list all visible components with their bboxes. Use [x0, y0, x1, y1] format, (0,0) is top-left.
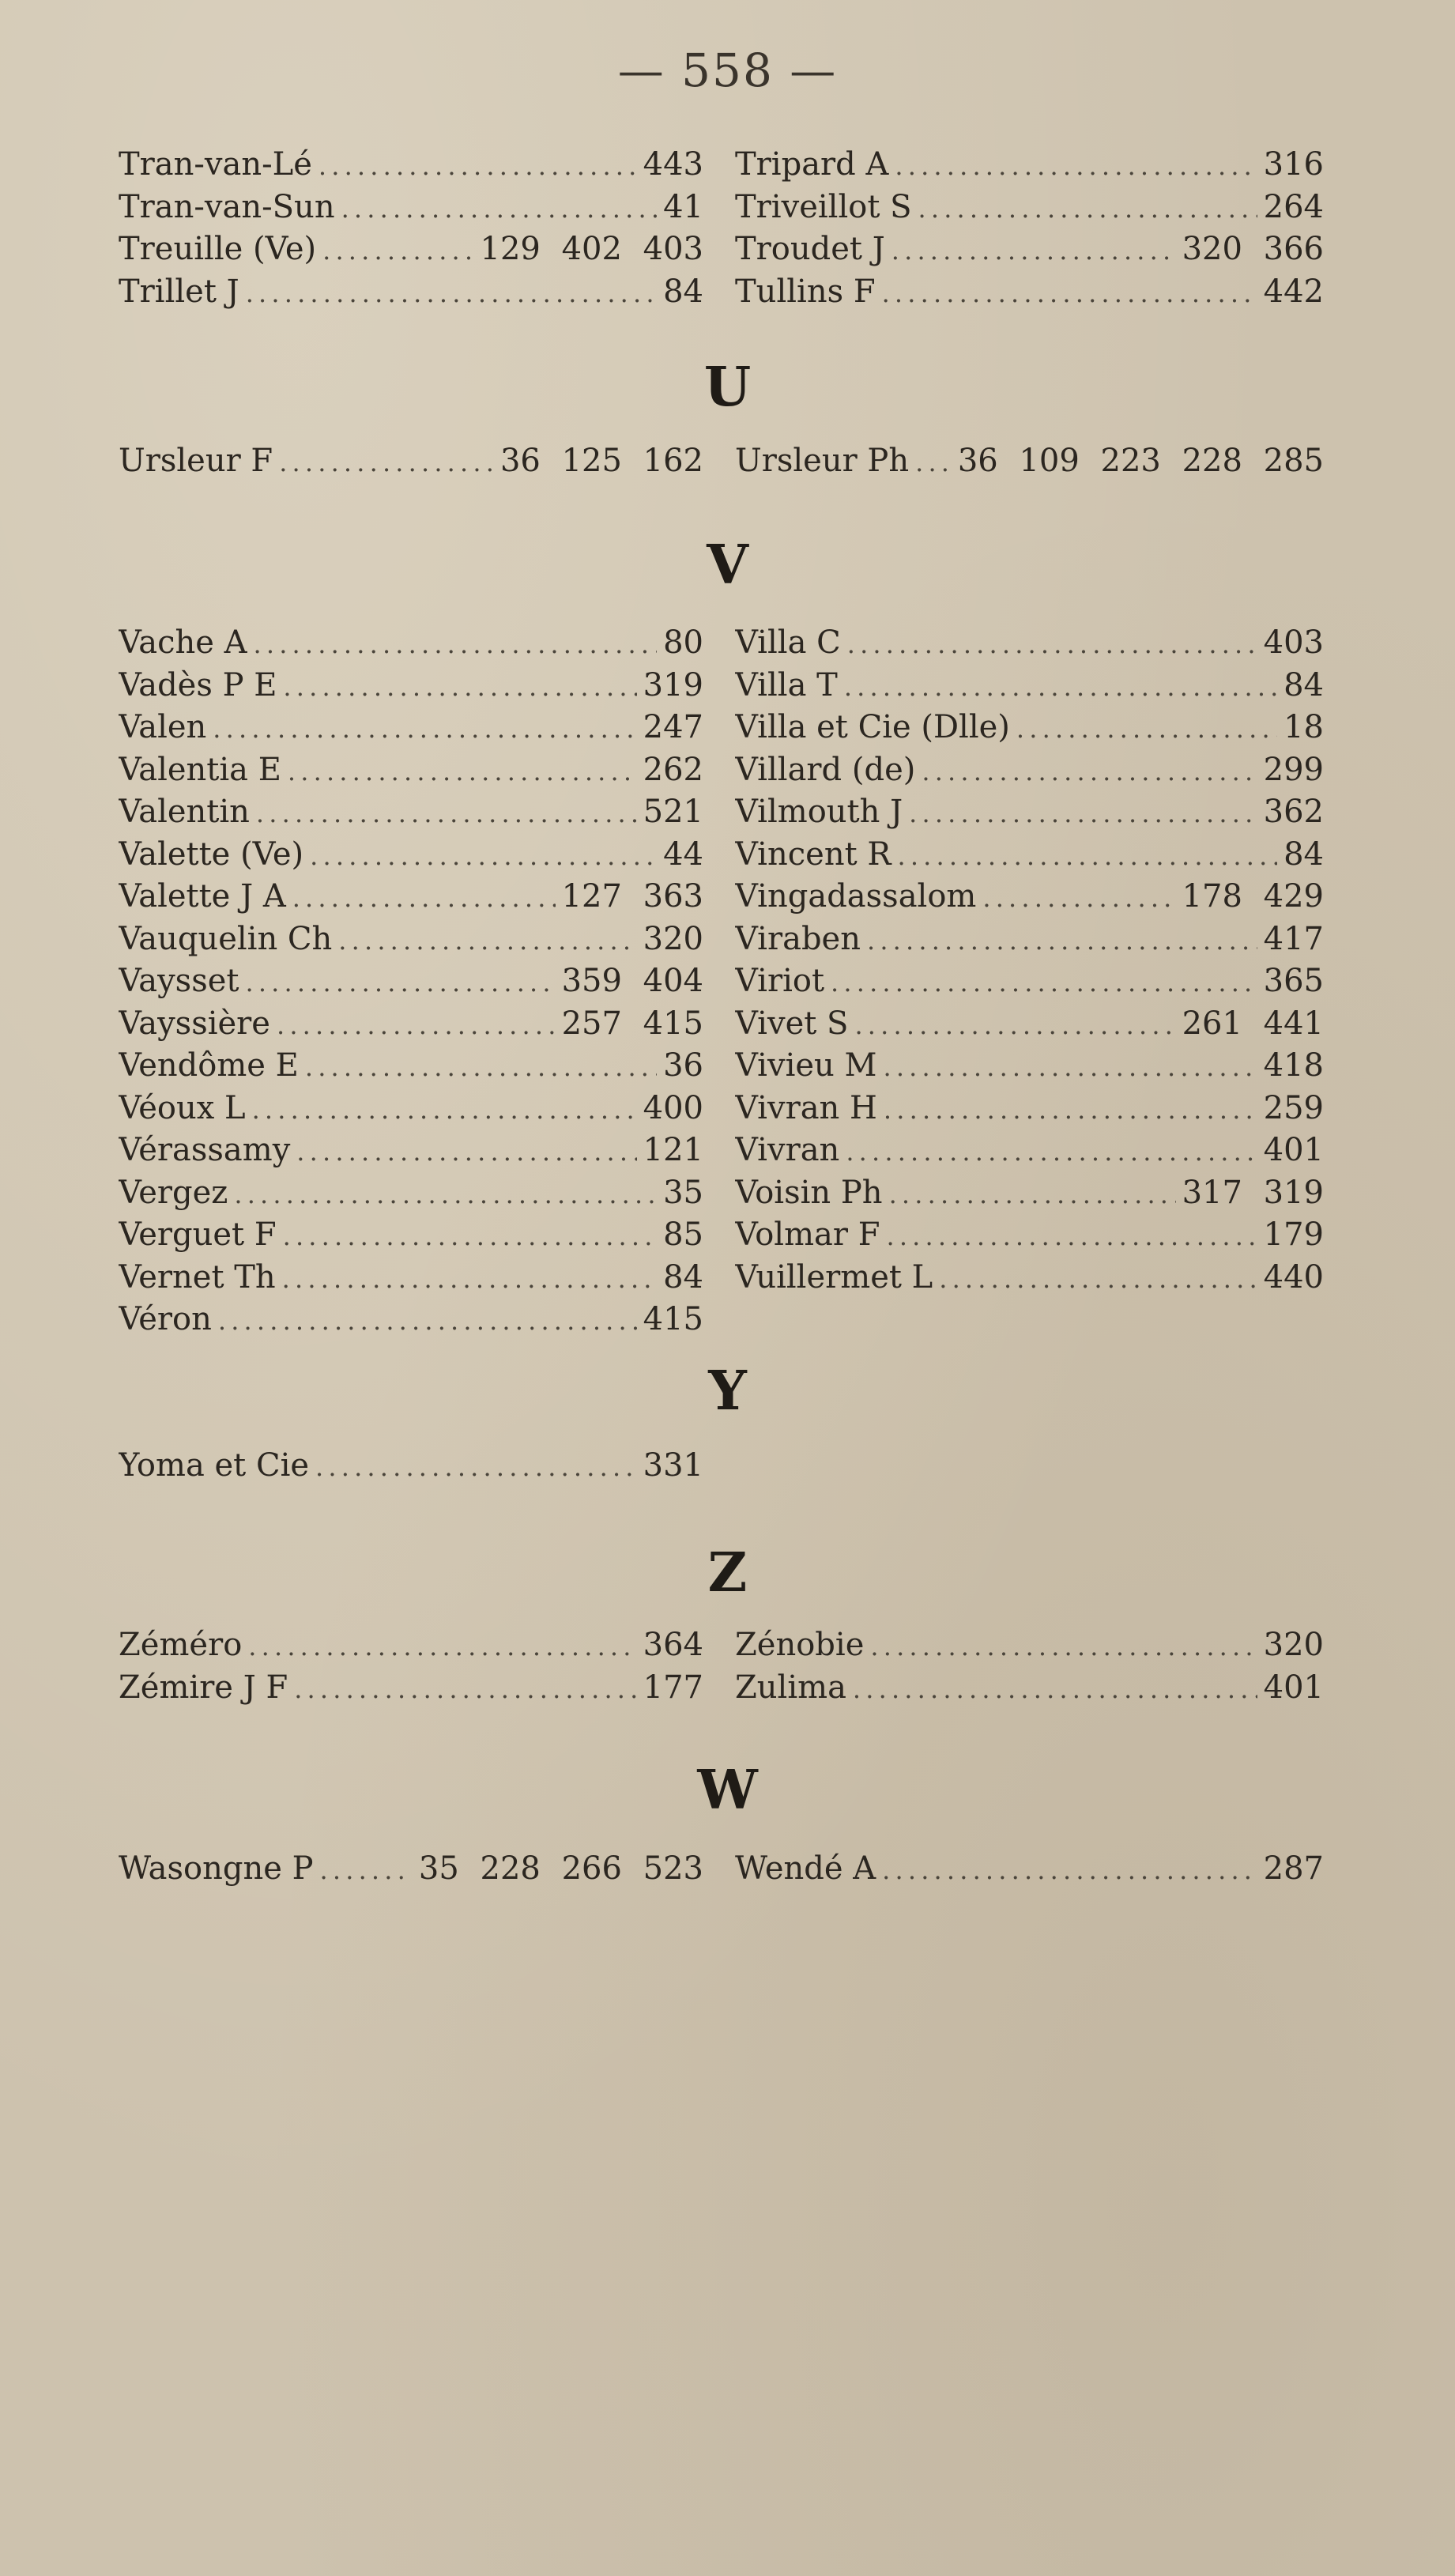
entry-pages: 262	[643, 751, 703, 788]
dot-leader	[939, 1258, 1257, 1299]
index-entry	[735, 918, 1324, 961]
entry-pages: 401	[1263, 1132, 1324, 1168]
dot-leader	[844, 666, 1277, 707]
entry-name: Vivran H	[735, 1089, 877, 1126]
entry-pages: 299	[1263, 751, 1324, 788]
entry-name: Zéméro	[119, 1627, 243, 1663]
entry-pages: 331	[643, 1447, 703, 1484]
dot-leader	[319, 145, 637, 187]
entry-name: Triveillot S	[735, 188, 912, 225]
entry-pages: 319	[643, 666, 703, 703]
column-right	[735, 440, 1324, 483]
dot-leader	[288, 751, 637, 792]
column-right	[735, 1624, 1324, 1709]
entry-pages: 403	[1263, 624, 1324, 661]
entry-name: Zulima	[735, 1669, 846, 1706]
index-entry	[119, 144, 703, 187]
entry-name: Vaysset	[119, 963, 239, 999]
index-entry	[735, 876, 1324, 918]
entry-name: Villa C	[735, 624, 841, 661]
entry-pages: 417	[1263, 920, 1324, 957]
dot-leader	[889, 1174, 1176, 1215]
entry-pages: 177	[643, 1669, 703, 1706]
section-letter-u: U	[703, 356, 752, 419]
entry-pages: 36 109 223 228 285	[957, 443, 1324, 479]
index-entry	[119, 834, 703, 877]
entry-pages: 401	[1263, 1669, 1324, 1706]
entry-pages: 442	[1263, 273, 1324, 310]
entry-pages: 84	[1283, 666, 1324, 703]
index-entry	[119, 1172, 703, 1215]
index-entry	[735, 749, 1324, 792]
dot-leader	[279, 442, 494, 483]
dot-leader	[882, 1850, 1257, 1891]
index-entry	[119, 1848, 703, 1891]
dot-leader	[831, 962, 1257, 1003]
entry-name: Vendôme E	[119, 1047, 299, 1084]
entry-pages: 36	[663, 1047, 703, 1084]
dot-leader	[292, 877, 556, 918]
entry-pages: 257 415	[561, 1005, 703, 1042]
column-right	[735, 1848, 1324, 1891]
dot-leader	[341, 188, 658, 229]
index-entry	[119, 791, 703, 834]
entry-pages: 80	[663, 624, 703, 661]
dot-leader	[918, 188, 1257, 229]
entry-pages: 320 366	[1182, 231, 1324, 267]
entry-pages: 127 363	[561, 878, 703, 915]
index-entry	[735, 1045, 1324, 1088]
entry-pages: 84	[1283, 835, 1324, 873]
index-entry	[119, 622, 703, 665]
dot-leader	[315, 1446, 637, 1488]
entry-name: Vingadassalom	[735, 878, 977, 915]
entry-name: Ursleur Ph	[735, 443, 910, 479]
index-entry	[735, 1848, 1324, 1891]
dot-leader	[277, 1005, 556, 1046]
index-entry	[735, 271, 1324, 314]
entry-name: Treuille (Ve)	[119, 231, 317, 267]
dot-leader	[218, 1300, 637, 1341]
entry-name: Vernet Th	[119, 1258, 276, 1296]
dot-leader	[248, 1626, 636, 1667]
index-entry	[119, 228, 703, 271]
entry-pages: 35	[663, 1174, 703, 1211]
dot-leader	[846, 1131, 1257, 1172]
dot-leader	[256, 793, 637, 834]
index-entry	[119, 1214, 703, 1257]
entry-name: Tullins F	[735, 273, 876, 310]
index-entry	[735, 1003, 1324, 1046]
dot-leader	[882, 273, 1257, 314]
column-right	[735, 144, 1324, 313]
dot-leader	[909, 793, 1257, 834]
entry-pages: 287	[1263, 1850, 1324, 1887]
entry-name: Zénobie	[735, 1627, 865, 1663]
index-entry	[119, 1624, 703, 1667]
entry-name: Ursleur F	[119, 443, 273, 479]
entry-pages: 440	[1263, 1258, 1324, 1296]
entry-pages: 317 319	[1182, 1174, 1324, 1211]
dot-leader	[883, 1047, 1257, 1088]
entry-pages: 247	[643, 709, 703, 745]
index-entry	[735, 1667, 1324, 1710]
dot-leader	[294, 1669, 636, 1710]
entry-pages: 521	[643, 794, 703, 830]
index-entry	[735, 791, 1324, 834]
entry-name: Vuillermet L	[735, 1258, 933, 1296]
index-entry	[735, 1088, 1324, 1130]
entry-name: Véron	[119, 1301, 212, 1337]
entry-name: Vivran	[735, 1132, 840, 1168]
column-left	[119, 144, 703, 313]
index-entry	[735, 228, 1324, 271]
entry-name: Vérassamy	[119, 1132, 291, 1168]
entry-name: Wasongne P	[119, 1850, 314, 1887]
entry-name: Troudet J	[735, 231, 885, 267]
entry-pages: 320	[1263, 1627, 1324, 1663]
entry-pages: 418	[1263, 1047, 1324, 1084]
entry-pages: 264	[1263, 188, 1324, 225]
index-entry	[119, 1667, 703, 1710]
entry-name: Wendé A	[735, 1850, 876, 1887]
index-entry	[735, 144, 1324, 187]
entry-name: Trillet J	[119, 273, 239, 310]
dot-leader	[891, 230, 1176, 271]
entry-pages: 362	[1263, 794, 1324, 830]
index-entry	[119, 707, 703, 749]
index-entry	[119, 187, 703, 229]
index-entry	[119, 271, 703, 314]
dot-leader	[853, 1669, 1257, 1710]
entry-pages: 400	[643, 1089, 703, 1126]
dot-leader	[867, 920, 1257, 961]
entry-name: Valentin	[119, 794, 250, 830]
entry-pages: 44	[663, 835, 703, 873]
entry-name: Vivet S	[735, 1005, 849, 1042]
dot-leader	[895, 145, 1257, 187]
dot-leader	[213, 708, 636, 749]
dot-leader	[305, 1047, 657, 1088]
index-entry	[735, 1130, 1324, 1172]
entry-pages: 18	[1283, 709, 1324, 745]
dot-leader	[283, 666, 636, 707]
index-entry	[119, 876, 703, 918]
entry-pages: 359 404	[561, 963, 703, 999]
section-letter-y: Y	[708, 1360, 747, 1423]
entry-name: Valette (Ve)	[119, 835, 304, 873]
entry-pages: 36 125 162	[499, 443, 703, 479]
index-entry	[735, 440, 1324, 483]
dot-leader	[322, 230, 473, 271]
entry-name: Vauquelin Ch	[119, 920, 333, 957]
entry-pages: 35 228 266 523	[418, 1850, 703, 1887]
entry-name: Vadès P E	[119, 666, 277, 703]
entry-name: Yoma et Cie	[119, 1447, 310, 1484]
entry-pages: 41	[663, 188, 703, 225]
entry-name: Vergez	[119, 1174, 228, 1211]
dot-leader	[884, 1089, 1257, 1130]
index-entry	[119, 1003, 703, 1046]
dot-leader	[1016, 708, 1277, 749]
entry-name: Valette J A	[119, 878, 286, 915]
index-entry	[735, 1257, 1324, 1299]
entry-name: Viraben	[735, 920, 861, 957]
dot-leader	[982, 877, 1175, 918]
index-entry	[119, 1445, 703, 1488]
entry-name: Vache A	[119, 624, 247, 661]
entry-name: Vayssière	[119, 1005, 270, 1042]
entry-pages: 316	[1263, 146, 1324, 183]
dot-leader	[283, 1216, 658, 1257]
index-entry	[735, 1624, 1324, 1667]
entry-pages: 364	[643, 1627, 703, 1663]
column-right	[735, 622, 1324, 1299]
dot-leader	[245, 962, 555, 1003]
entry-pages: 261 441	[1182, 1005, 1324, 1042]
entry-name: Villa T	[735, 666, 838, 703]
entry-name: Vincent R	[735, 835, 891, 873]
entry-pages: 259	[1263, 1089, 1324, 1126]
index-entry	[119, 1088, 703, 1130]
dot-leader	[886, 1216, 1257, 1257]
entry-name: Villard (de)	[735, 751, 916, 788]
dot-leader	[296, 1131, 636, 1172]
dot-leader	[847, 624, 1257, 665]
entry-pages: 178 429	[1182, 878, 1324, 915]
entry-pages: 443	[643, 146, 703, 183]
column-left	[119, 1624, 703, 1709]
index-entry	[119, 749, 703, 792]
entry-pages: 121	[643, 1132, 703, 1168]
index-entry	[119, 1045, 703, 1088]
index-entry	[119, 1257, 703, 1299]
entry-name: Valentia E	[119, 751, 281, 788]
index-entry	[735, 187, 1324, 229]
dot-leader	[282, 1258, 657, 1299]
column-left	[119, 622, 703, 1341]
dot-leader	[310, 835, 657, 877]
page-number: — 558 —	[617, 43, 838, 97]
index-entry	[735, 1172, 1324, 1215]
column-left	[119, 440, 703, 483]
index-entry	[735, 834, 1324, 877]
index-entry	[119, 960, 703, 1003]
index-entry	[735, 960, 1324, 1003]
dot-leader	[234, 1174, 657, 1215]
index-entry	[735, 665, 1324, 707]
section-letter-v: V	[707, 534, 748, 597]
index-entry	[735, 622, 1324, 665]
entry-pages: 129 402 403	[480, 231, 703, 267]
entry-name: Villa et Cie (Dlle)	[735, 709, 1010, 745]
dot-leader	[252, 1089, 637, 1130]
dot-leader	[246, 273, 657, 314]
index-entry	[735, 1214, 1324, 1257]
entry-name: Vilmouth J	[735, 794, 903, 830]
dot-leader	[854, 1005, 1175, 1046]
entry-name: Volmar F	[735, 1216, 880, 1253]
dot-leader	[320, 1850, 413, 1891]
entry-pages: 84	[663, 1258, 703, 1296]
entry-pages: 85	[663, 1216, 703, 1253]
entry-name: Tran-van-Lé	[119, 146, 312, 183]
section-letter-w: W	[697, 1759, 758, 1822]
dot-leader	[870, 1626, 1257, 1667]
entry-name: Zémire J F	[119, 1669, 288, 1706]
index-entry	[119, 918, 703, 961]
entry-name: Verguet F	[119, 1216, 277, 1253]
entry-name: Tripard A	[735, 146, 889, 183]
dot-leader	[254, 624, 658, 665]
entry-pages: 84	[663, 273, 703, 310]
entry-name: Véoux L	[119, 1089, 246, 1126]
entry-pages: 179	[1263, 1216, 1324, 1253]
entry-pages: 365	[1263, 963, 1324, 999]
entry-name: Voisin Ph	[735, 1174, 883, 1211]
dot-leader	[922, 751, 1257, 792]
entry-name: Tran-van-Sun	[119, 188, 335, 225]
entry-pages: 415	[643, 1301, 703, 1337]
column-left	[119, 1445, 703, 1488]
dot-leader	[338, 920, 636, 961]
column-left	[119, 1848, 703, 1891]
section-letter-z: Z	[707, 1541, 748, 1605]
dot-leader	[897, 835, 1277, 877]
index-entry	[119, 440, 703, 483]
entry-name: Valen	[119, 709, 207, 745]
entry-name: Viriot	[735, 963, 825, 999]
entry-name: Vivieu M	[735, 1047, 877, 1084]
dot-leader	[915, 442, 952, 483]
entry-pages: 320	[643, 920, 703, 957]
index-entry	[735, 707, 1324, 749]
index-entry	[119, 665, 703, 707]
index-entry	[119, 1299, 703, 1341]
index-entry	[119, 1130, 703, 1172]
